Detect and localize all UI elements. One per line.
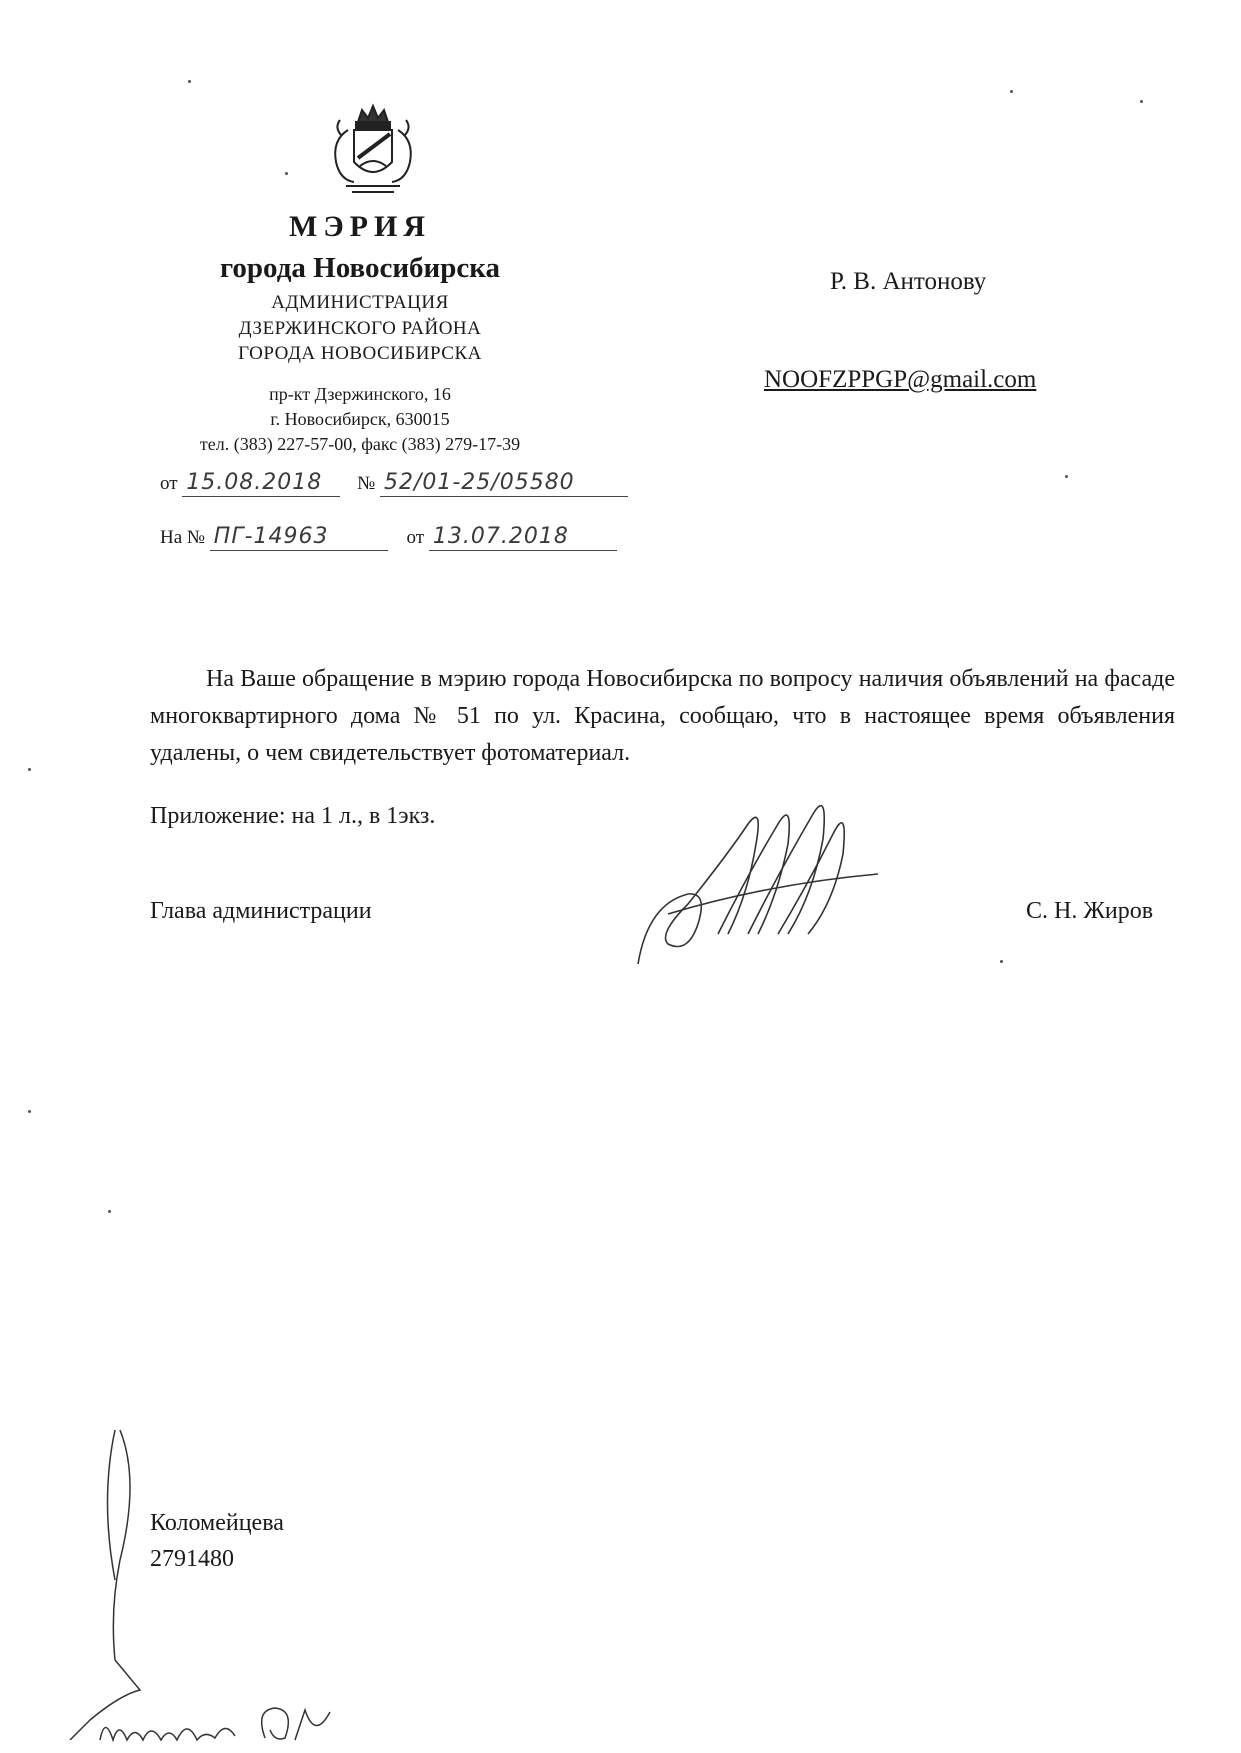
recipient-name: Р. В. Антонову [830, 268, 987, 295]
scan-speck [108, 1210, 111, 1213]
executor-phone: 2791480 [150, 1546, 234, 1572]
reply-number: ПГ-14963 [210, 524, 388, 551]
recipient-email[interactable]: NOOFZPPGP@gmail.com [764, 366, 1037, 393]
address-city: г. Новосибирск, 630015 [270, 409, 450, 429]
signatory-position: Глава администрации [150, 898, 372, 924]
executor-name: Коломейцева [150, 1510, 284, 1536]
scan-speck [1140, 100, 1143, 103]
attachment-note: Приложение: на 1 л., в 1экз. [150, 803, 436, 829]
reply-date-label: от [406, 527, 425, 548]
reply-label: На № [160, 527, 206, 548]
scan-speck [1065, 475, 1068, 478]
scan-speck [285, 172, 288, 175]
admin-line-2: ДЗЕРЖИНСКОГО РАЙОНА [238, 318, 482, 339]
signature-icon [628, 784, 898, 974]
admin-line-1: АДМИНИСТРАЦИЯ [271, 292, 449, 313]
letter-body [150, 661, 1175, 772]
admin-line-3: ГОРОДА НОВОСИБИРСКА [238, 343, 482, 364]
signatory-name: С. Н. Жиров [1026, 898, 1154, 924]
scan-speck [1010, 90, 1013, 93]
address-phone: тел. (383) 227-57-00, факс (383) 279-17-39 [199, 434, 521, 454]
number-value: 52/01-25/05580 [380, 470, 628, 497]
from-date: 15.08.2018 [182, 470, 340, 497]
org-title: МЭРИЯ [289, 210, 431, 243]
outgoing-registration [160, 470, 628, 497]
coat-of-arms-icon [318, 100, 428, 200]
scan-speck [188, 80, 191, 83]
org-city: города Новосибирска [219, 252, 501, 284]
from-label: от [160, 473, 178, 494]
reply-registration [160, 524, 617, 551]
initial-mark-icon [60, 1420, 170, 1740]
body-paragraph: На Ваше обращение в мэрию города Новосибирска по вопросу наличия объявлений на фасаде многоквартирного дома № 51 по ул. Красина, сообщаю, что в настоящее время объявления удалены, о чем свидетельствует фотоматериал. [150, 666, 1175, 766]
scan-speck [1000, 960, 1003, 963]
handwritten-note-icon [95, 1700, 355, 1750]
reply-date: 13.07.2018 [429, 524, 617, 551]
number-label: № [357, 473, 376, 494]
scan-speck [28, 768, 31, 771]
address-street: пр-кт Дзержинского, 16 [269, 384, 451, 404]
scan-speck [28, 1110, 31, 1113]
